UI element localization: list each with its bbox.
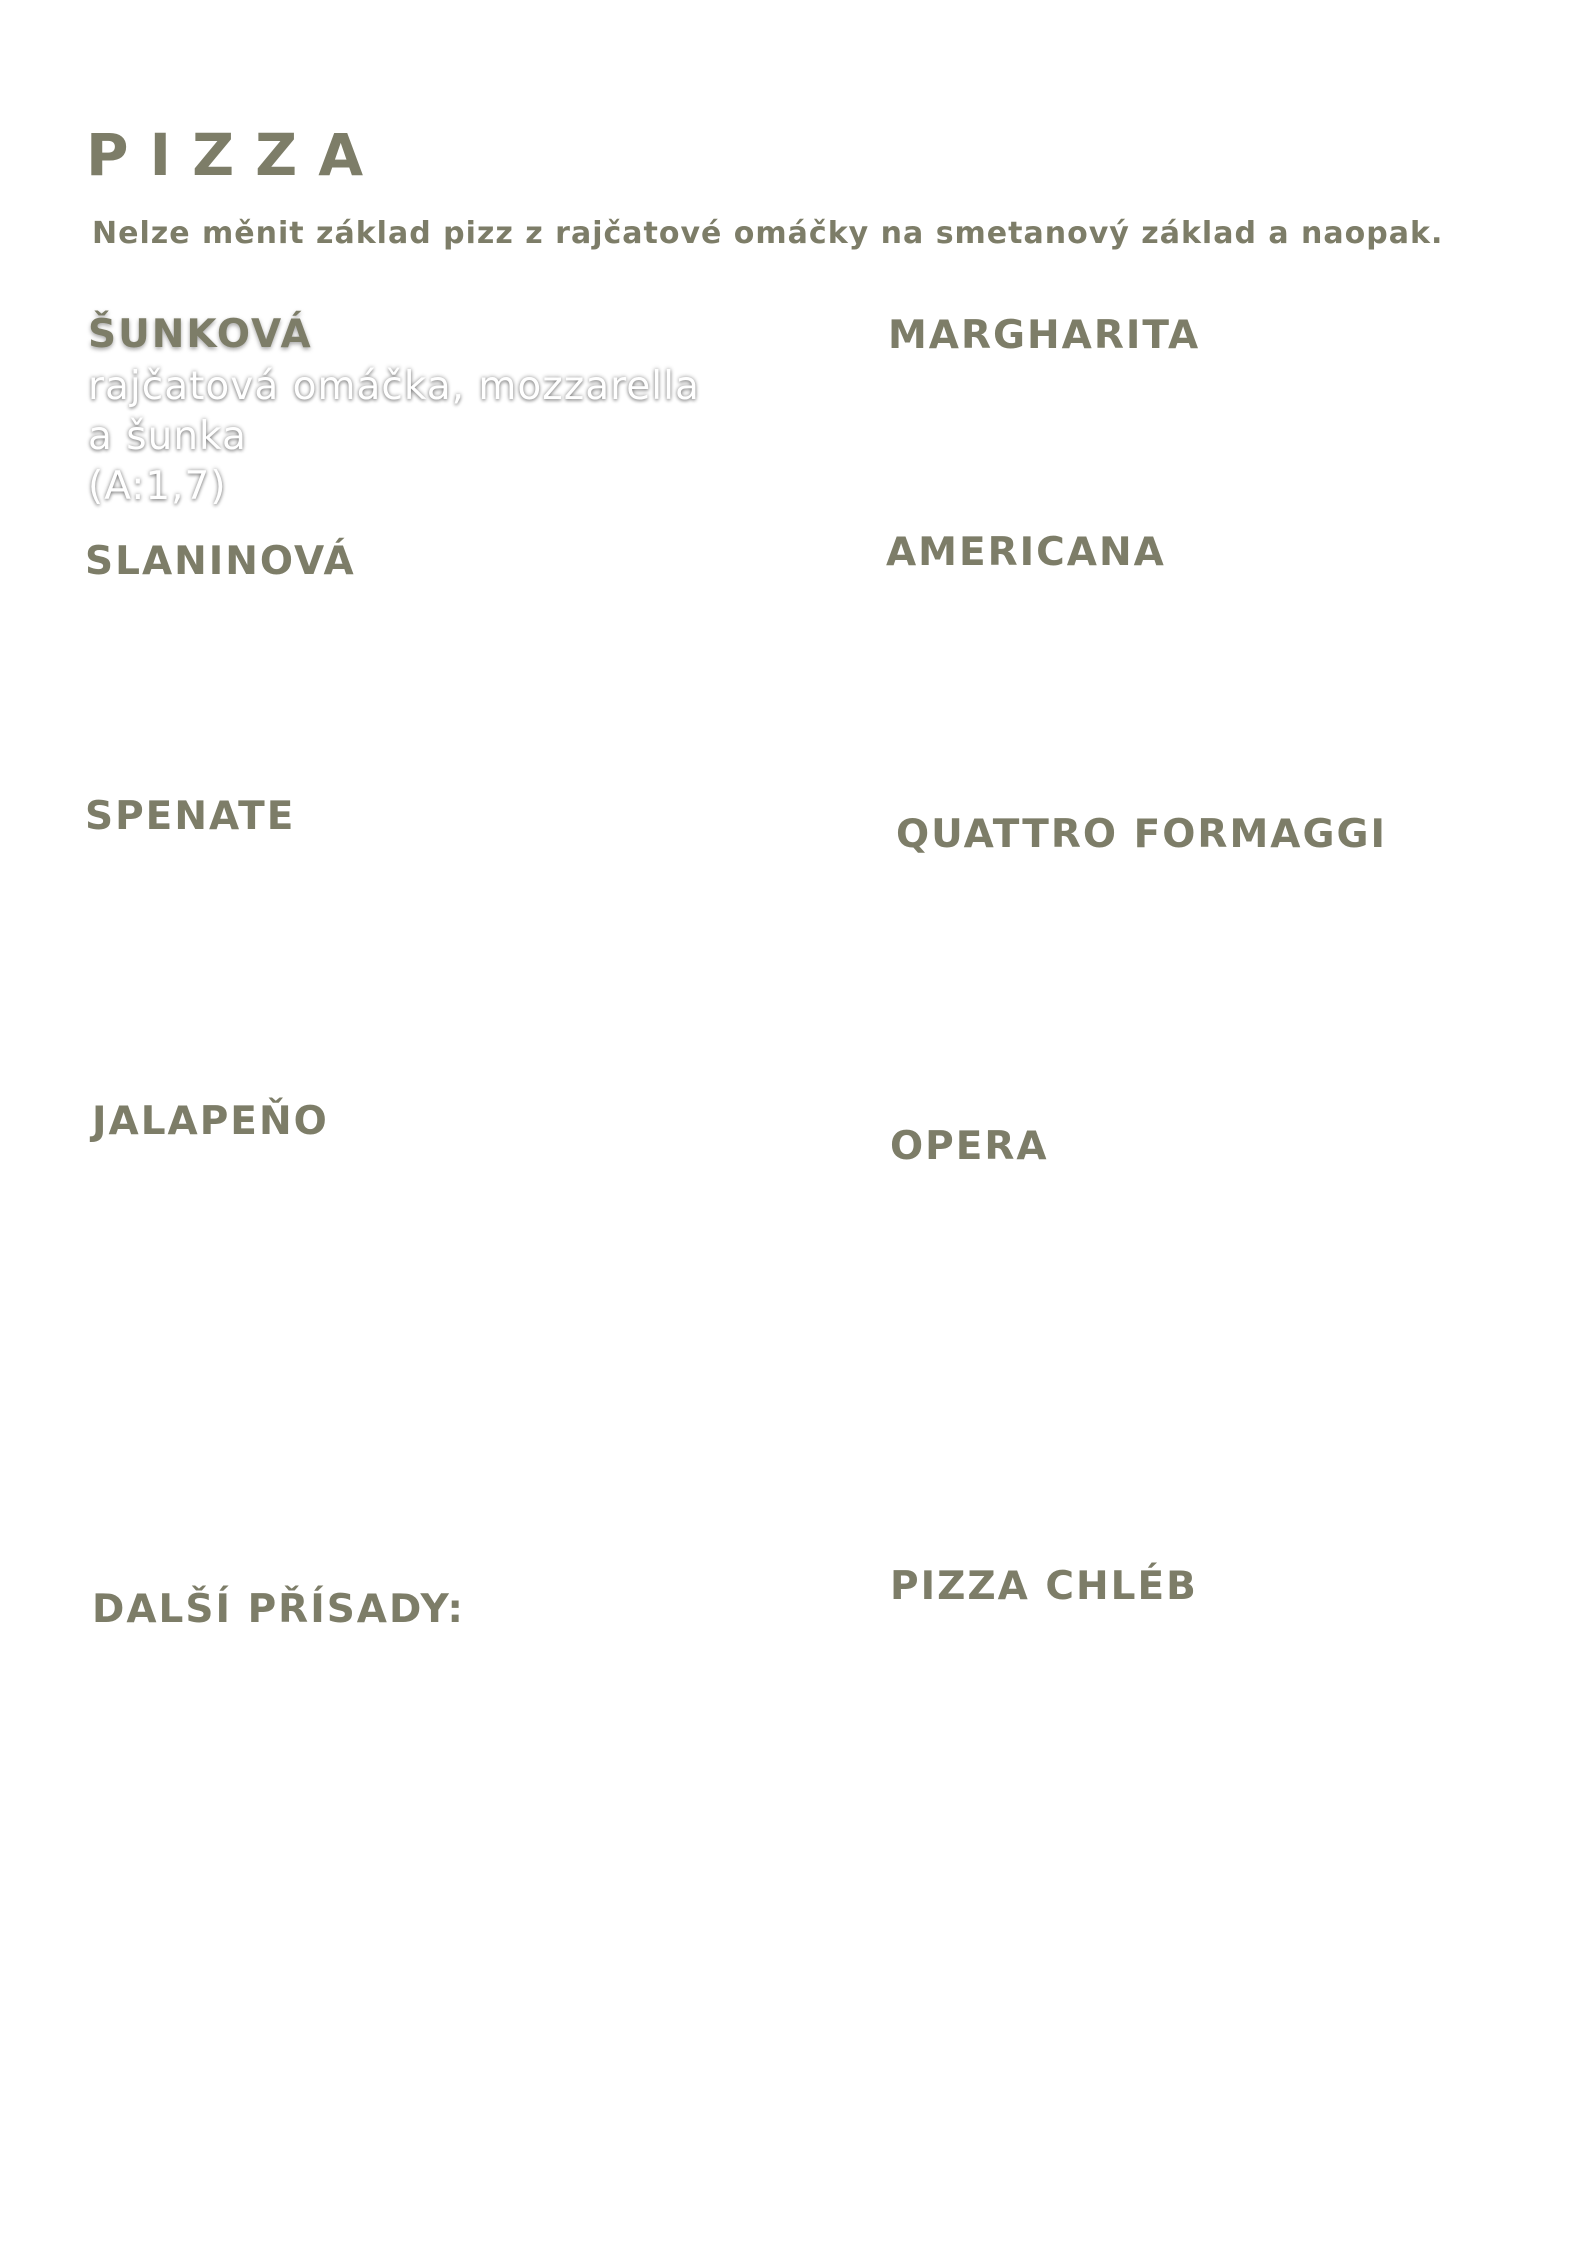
extra-toppings-heading: DALŠÍ PŘÍSADY: <box>92 1587 465 1632</box>
pizza-name-americana: AMERICANA <box>886 530 1166 575</box>
pizza-name-spenate: SPENATE <box>85 794 296 839</box>
menu-title: PIZZA <box>86 121 385 189</box>
pizza-name-margharita: MARGHARITA <box>888 313 1201 358</box>
pizza-name-jalapeno: JALAPEŇO <box>92 1099 329 1144</box>
description-line: (A:1,7) <box>88 464 227 509</box>
menu-note: Nelze měnit základ pizz z rajčatové omáčky na smetanový základ a naopak. <box>92 216 1444 251</box>
pizza-name-pizza-chleb: PIZZA CHLÉB <box>890 1564 1198 1609</box>
description-line: a šunka <box>88 414 247 459</box>
pizza-description-sunkova <box>88 362 700 512</box>
pizza-name-slaninova: SLANINOVÁ <box>85 539 356 584</box>
pizza-name-opera: OPERA <box>890 1124 1049 1169</box>
description-line: rajčatová omáčka, mozzarella <box>88 364 700 409</box>
pizza-name-quattro-formaggi: QUATTRO FORMAGGI <box>896 812 1387 857</box>
pizza-name-sunkova: ŠUNKOVÁ <box>88 312 313 357</box>
